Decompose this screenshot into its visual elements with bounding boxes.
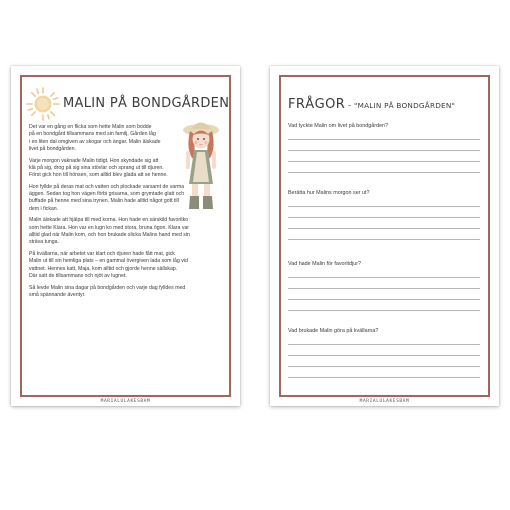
story-line: som hette Klara. Hon var en lugn ko med stora, bruna ögon. Klara var <box>29 224 190 231</box>
question-label: Vad hade Malin för favoritdjur? <box>288 261 362 267</box>
story-text <box>29 124 229 304</box>
answer-line[interactable] <box>288 334 480 345</box>
story-title: MALIN PÅ BONDGÅRDEN <box>63 96 230 111</box>
question-label: Vad tyckte Malin om livet på bondgården? <box>288 123 388 129</box>
story-line: i en liten dal omgiven av skogar och ängar. Malin älskade <box>29 138 161 145</box>
question-block <box>288 123 480 173</box>
questions-title <box>288 93 455 112</box>
story-line: på en bondgård tillsammans med sin familj. Gården låg <box>29 131 156 138</box>
story-line: sträva tunga. <box>29 239 59 246</box>
answer-line[interactable] <box>288 267 480 278</box>
story-paragraph <box>29 124 177 153</box>
story-paragraph <box>29 251 229 280</box>
question-label: Vad brukade Malin göra på kvällarna? <box>288 328 379 334</box>
story-line: På kvällarna, när arbetet var klart och djuren hade fått mat, gick <box>29 251 175 258</box>
story-line: klä på sig, drog på sig sina stövlar och sprang ut till djuren. <box>29 164 164 171</box>
story-line: dem i fickan. <box>29 205 59 212</box>
story-line: små spännande äventyr. <box>29 291 86 298</box>
answer-line[interactable] <box>288 196 480 207</box>
questions-bottom-bar <box>279 395 490 397</box>
answer-line[interactable] <box>288 140 480 151</box>
story-line: Där satt de tillsammans och njöt av lugnet. <box>29 272 127 279</box>
story-footer: MARIALULAKESBAM <box>100 399 151 404</box>
sun-icon <box>25 86 61 122</box>
answer-line[interactable] <box>288 345 480 356</box>
story-worksheet <box>11 66 240 406</box>
story-line: Hon fyllde på deras mat och vatten och plockade varsamt de varma <box>29 183 185 190</box>
story-line: Det var en gång en flicka som hette Malin som bodde <box>29 124 152 130</box>
answer-line[interactable] <box>288 289 480 300</box>
story-line: buffade på henne med sina trynen. Malin hade alltid något gott till <box>29 198 179 205</box>
story-line: vattnet. Hennes katt, Maja, kom alltid och gjorde henne sällskap. <box>29 265 178 272</box>
story-line: Malin ut till sin hemliga plats – en gammal övergiven lada som låg vid <box>29 258 188 265</box>
story-line: Så levde Malin sina dagar på bondgården och varje dag fylldes med <box>29 284 186 291</box>
answer-line[interactable] <box>288 300 480 311</box>
questions-footer: MARIALULAKESBAM <box>359 399 410 404</box>
answer-line[interactable] <box>288 129 480 140</box>
story-bottom-bar <box>20 395 231 397</box>
answer-line[interactable] <box>288 207 480 218</box>
questions-title-sub: – "MALIN PÅ BONDGÅRDEN" <box>345 101 456 110</box>
questions-title-main: FRÅGOR <box>288 97 346 112</box>
story-line: äggen. Sedan tog hon vägen förbi grisarna, som grymtade glatt och <box>29 191 185 198</box>
story-line: livet på bondgården. <box>29 145 77 152</box>
questions-worksheet <box>270 66 499 406</box>
answer-line[interactable] <box>288 162 480 173</box>
answer-line[interactable] <box>288 151 480 162</box>
answer-line[interactable] <box>288 278 480 289</box>
story-line: Först gick hon till hönsen, som alltid blev glada att se henne. <box>29 172 168 179</box>
story-paragraph <box>29 158 229 180</box>
story-paragraph <box>29 217 229 246</box>
story-paragraph <box>29 285 229 300</box>
question-block <box>288 328 480 378</box>
story-paragraph <box>29 184 229 213</box>
question-label: Berätta hur Malins morgon ser ut? <box>288 190 370 196</box>
answer-line[interactable] <box>288 218 480 229</box>
question-block <box>288 190 480 240</box>
question-block <box>288 261 480 311</box>
answer-line[interactable] <box>288 229 480 240</box>
story-line: Varje morgon vaknade Malin tidigt. Hon skyndade sig att <box>29 157 159 164</box>
answer-line[interactable] <box>288 356 480 367</box>
answer-line[interactable] <box>288 367 480 378</box>
story-line: alltid glad när Malin kom, och hon brukade slicka Malins hand med sin <box>29 232 190 239</box>
story-line: Malin älskade att hjälpa till med korna. Hon hade en särskild favoritko <box>29 217 189 224</box>
